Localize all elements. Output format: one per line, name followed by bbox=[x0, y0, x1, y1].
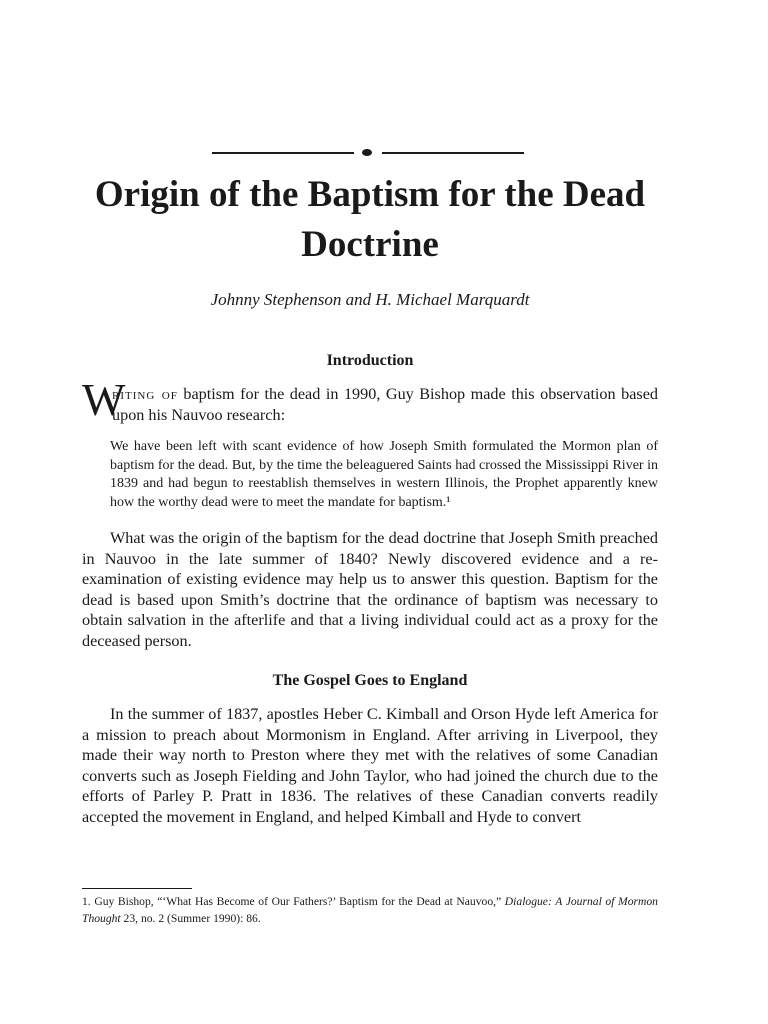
intro-paragraph bbox=[82, 384, 658, 425]
title-ornament bbox=[212, 146, 524, 160]
ornament-line-left bbox=[212, 152, 354, 154]
section-heading-gospel-england: The Gospel Goes to England bbox=[272, 672, 468, 689]
section-heading-introduction: Introduction bbox=[326, 352, 414, 369]
body-paragraph-england: In the summer of 1837, apostles Heber C. Kimball and Orson Hyde left America for a mission to preach about Mormonism in England. After arriving in Liverpool, they made their way north to Preston where they met with the relatives of some Canadian converts such as Joseph Fielding and John Taylor, who had joined the church due to the efforts of Parley P. Pratt in 1836. The relatives of these Canadian converts readily accepted the movement in England, and helped Kimball and Hyde to convert bbox=[82, 705, 658, 826]
intro-small-caps: riting of bbox=[112, 385, 178, 403]
ornament-dot bbox=[362, 149, 372, 156]
footnote-1 bbox=[82, 893, 658, 927]
article-authors: Johnny Stephenson and H. Michael Marquardt bbox=[210, 290, 530, 309]
footnote-journal: Dialogue: A Journal of Mormon Thought bbox=[82, 895, 658, 925]
footnote-tail: 23, no. 2 (Summer 1990): 86. bbox=[120, 912, 261, 925]
drop-cap: W bbox=[82, 374, 126, 425]
block-quote: We have been left with scant evidence of how Joseph Smith formulated the Mormon plan of baptism for the dead. But, by the time the beleaguered Saints had crossed the Mississippi River in 1839 and had begun to reestablish themselves in western Illinois, the Prophet apparently knew how the worthy dead were to meet the mandate for baptism.¹ bbox=[110, 439, 658, 510]
intro-paragraph-text: baptism for the dead in 1990, Guy Bishop made this observation based upon his Nauvoo research: bbox=[112, 385, 658, 424]
body-paragraph-origin: What was the origin of the baptism for the dead doctrine that Joseph Smith preached in Nauvoo in the late summer of 1840? Newly discovered evidence and a re-examination of existing evidence may help us to answer this question. Baptism for the dead is based upon Smith’s doctrine that the ordinance of baptism was necessary to obtain salvation in the afterlife and that a living individual could act as a proxy for the deceased person. bbox=[82, 529, 658, 650]
footnote-lead: 1. Guy Bishop, “‘What Has Become of Our Fathers?’ Baptism for the Dead at Nauvoo,” bbox=[82, 895, 505, 908]
article-title: Origin of the Baptism for the Dead Doctrine bbox=[94, 174, 646, 265]
footnote-rule bbox=[82, 888, 192, 889]
ornament-line-right bbox=[382, 152, 524, 154]
